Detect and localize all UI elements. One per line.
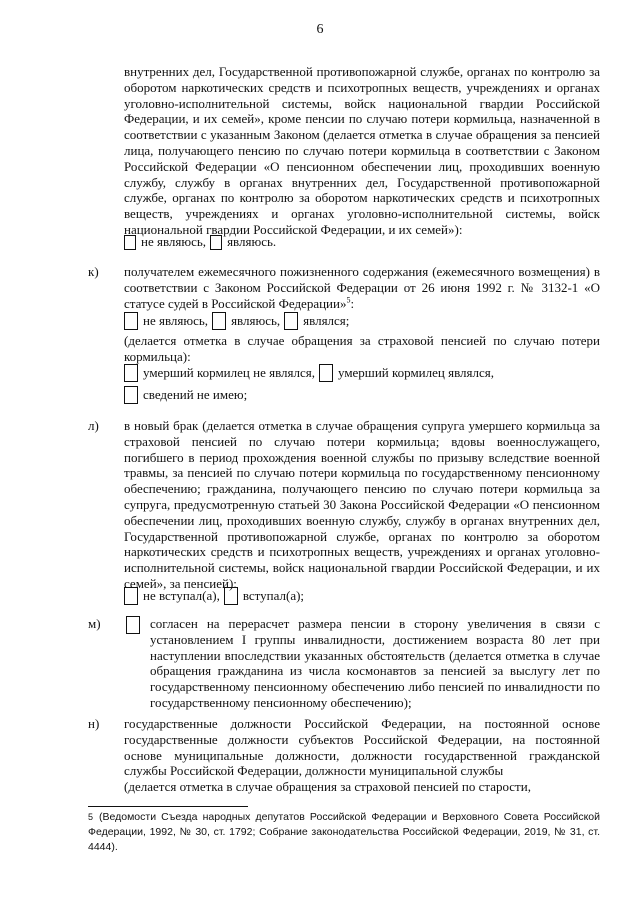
item-k-option3 <box>124 386 247 404</box>
footnote-divider <box>88 806 248 807</box>
checkbox-not-am[interactable] <box>124 235 136 250</box>
checkbox-no-info[interactable] <box>124 386 138 404</box>
footnote-mark: 5 <box>88 812 94 822</box>
footnote <box>88 810 600 855</box>
item-m-paragraph: согласен на перерасчет размера пенсии в сторону увеличения в связи с установлением I группы инвалидности, достижением возраста 80 лет при наступлении впоследствии указанных обстоятельств (делается отметка в случае обращения гражданина из числа космонавтов за пенсией за выслугу лет по государственному пенсионному обеспечению либо пенсией по инвалидности по государственному пенсионному обеспечению); <box>150 616 600 710</box>
checkbox-married[interactable] <box>224 587 238 605</box>
item-k-options <box>124 312 349 330</box>
checkbox-not-am[interactable] <box>124 312 138 330</box>
option-label: умерший кормилец не являлся, <box>143 365 315 380</box>
option-label: не вступал(а), <box>143 588 220 603</box>
footnote-ref: 5 <box>346 295 351 305</box>
item-marker-l: л) <box>88 418 99 433</box>
item-k-options2 <box>124 364 494 382</box>
item-l-options <box>124 587 304 605</box>
item-marker-m: м) <box>88 616 101 631</box>
checkbox-agree-recalc[interactable] <box>126 616 140 634</box>
option-label: не являюсь, <box>141 234 207 249</box>
option-label: вступал(а); <box>242 588 305 603</box>
intro-paragraph: внутренних дел, Государственной противопожарной службе, органах по контролю за оборотом наркотических средств и психотропных веществ, учреждениях и органах уголовно-исполнительной системы, войск национальной гвардии Российской Федерации, и их семей», кроме пенсии по случаю потери кормильца, назначенной в соответствии с указанным Законом (делается отметка в случае обращения за пенсией лица, получающего пенсию по случаю потери кормильца в соответствии с Законом Российской Федерации «О пенсионном обеспечении лиц, проходивших военную службу, службу в органах внутренних дел, Государственной противопожарной службе, органах по контролю за оборотом наркотических средств и психотропных веществ, учреждениях и органах уголовно-исполнительной системы, войск национальной гвардии Российской Федерации, и их семей»): <box>124 64 600 237</box>
checkbox-am[interactable] <box>212 312 226 330</box>
checkbox-deceased-was-not[interactable] <box>124 364 138 382</box>
checkbox-was[interactable] <box>284 312 298 330</box>
checkbox-deceased-was[interactable] <box>319 364 333 382</box>
checkbox-not-married[interactable] <box>124 587 138 605</box>
item-n-paragraph: государственные должности Российской Федерации, на постоянной основе государственные должности субъектов Российской Федерации, на постоянной основе муниципальные должности, должности государственной гражданской службы Российской Федерации, должности муниципальной службы <box>124 716 600 779</box>
item-k-text-end: : <box>350 295 355 311</box>
option-label: сведений не имею; <box>143 387 248 402</box>
item-marker-k: к) <box>88 264 99 279</box>
footnote-text: (Ведомости Съезда народных депутатов Российской Федерации и Верховного Совета Российской Федерации, 1992, № 30, ст. 1792; Собрание законодательства Российской Федерации, 2019, № 31, ст. 4444). <box>88 811 600 853</box>
option-label: не являюсь, <box>143 313 209 328</box>
item-n-note: (делается отметка в случае обращения за страховой пенсией по старости, <box>124 779 531 794</box>
item-k-note: (делается отметка в случае обращения за страховой пенсией по случаю потери кормильца): <box>124 333 600 364</box>
option-label: умерший кормилец являлся, <box>337 365 494 380</box>
item-k-text: получателем ежемесячного пожизненного содержания (ежемесячного возмещения) в соответствии с Законом Российской Федерации от 26 июня 1992 г. № 3132-1 «О статусе судей в Российской Федерации» <box>124 264 600 311</box>
item-l-paragraph: в новый брак (делается отметка в случае обращения супруга умершего кормильца за страховой пенсией по случаю потери кормильца; вдовы военнослужащего, погибшего в период прохождения военной службы по призыву вследствие военной травмы, за пенсией по случаю потери кормильца по государственному пенсионному обеспечению; гражданина, получающего пенсию по случаю потери кормильца за супруга, предусмотренную статьей 30 Закона Российской Федерации «О пенсионном обеспечении лиц, проходивших военную службу, службу в органах внутренних дел, Государственной противопожарной службе, органах по контролю за оборотом наркотических средств и психотропных веществ, учреждениях и органах уголовно-исполнительной системы, войск национальной гвардии Российской Федерации, и их семей», за пенсией): <box>124 418 600 591</box>
option-label: являюсь, <box>231 313 281 328</box>
page-number: 6 <box>316 22 324 37</box>
option-label: являюсь. <box>227 234 277 249</box>
item-marker-n: н) <box>88 716 100 731</box>
item-k-paragraph <box>124 264 600 311</box>
checkbox-am[interactable] <box>210 235 222 250</box>
intro-options <box>124 233 276 251</box>
option-label: являлся; <box>303 313 350 328</box>
